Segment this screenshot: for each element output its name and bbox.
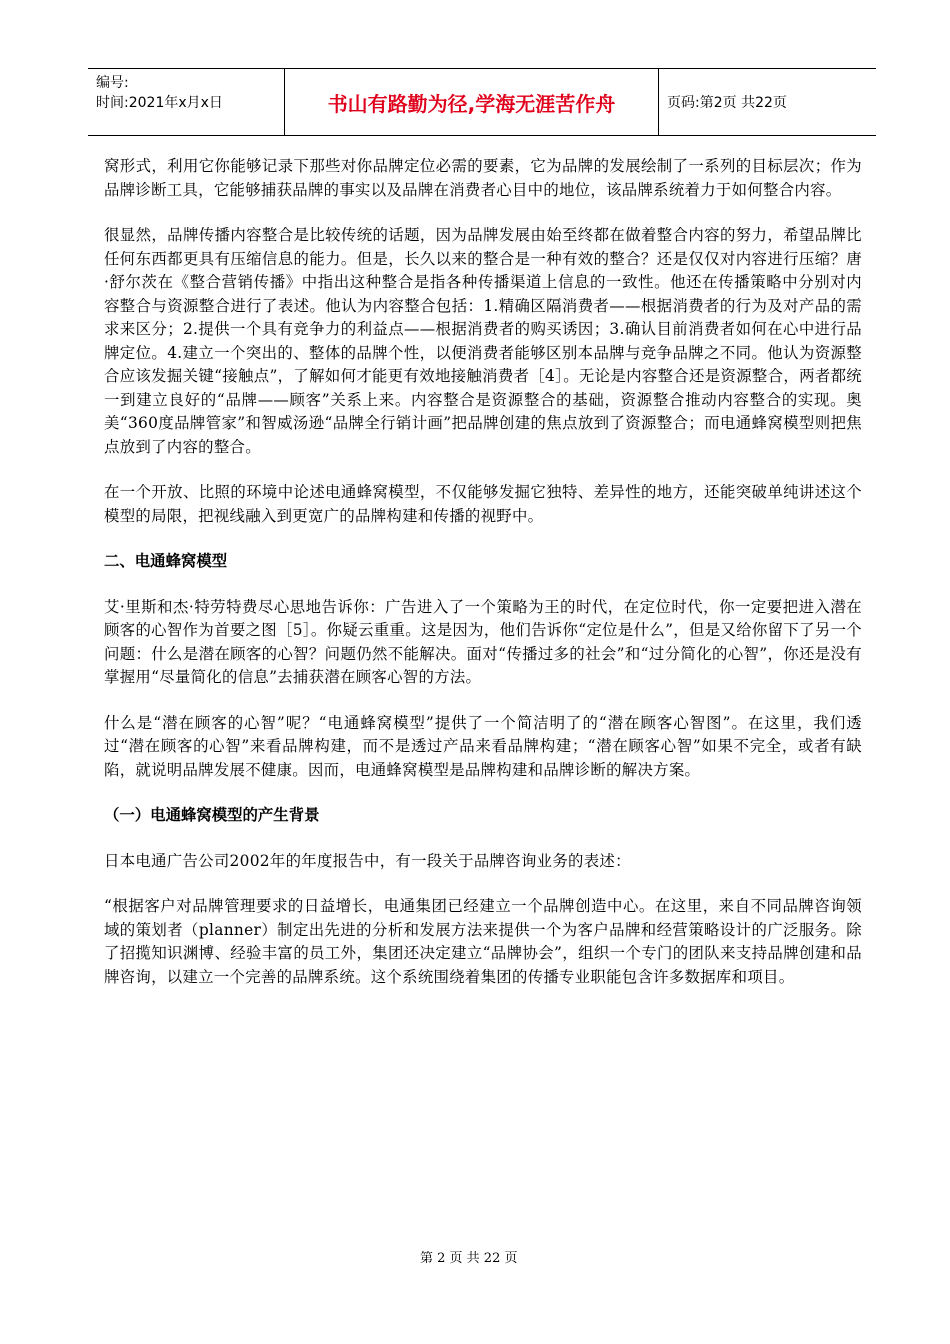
page-footer: 第 2 页 共 22 页 (420, 1251, 518, 1266)
paragraph: 窝形式，利用它你能够记录下那些对你品牌定位必需的要素，它为品牌的发展绘制了一系列的目标层次；作为品牌诊断工具，它能够捕获品牌的事实以及品牌在消费者心目中的地位，该品牌系统着力于如何整合内容。 (104, 157, 862, 199)
paragraph: 很显然，品牌传播内容整合是比较传统的话题，因为品牌发展由始至终都在做着整合内容的努力，希望品牌比任何东西都更具有压缩信息的能力。但是，长久以来的整合是一种有效的整合？还是仅仅对内容进行压缩？唐·舒尔茨在《整合营销传播》中指出这种整合是指各种传播渠道上信息的一致性。他还在传播策略中分别对内容整合与资源整合进行了表述。他认为内容整合包括：1.精确区隔消费者——根据消费者的行为及对产品的需求来区分；2.提供一个具有竞争力的利益点——根据消费者的购买诱因；3.确认目前消费者如何在心中进行品牌定位。4.建立一个突出的、整体的品牌个性，以便消费者能够区别本品牌与竞争品牌之不同。他认为资源整合应该发掘关键“接触点”，了解如何才能更有效地接触消费者［4］。无论是内容整合还是资源整合，两者都统一到建立良好的“品牌——顾客”关系上来。内容整合是资源整合的基础，资源整合推动内容整合的实现。奥美“360度品牌管家”和智威汤逊“品牌全行销计画”把品牌创建的焦点放到了资源整合；而电通蜂窝模型则把焦点放到了内容的整合。 (104, 226, 862, 456)
number-label: 编号: (96, 75, 129, 91)
document-body (104, 155, 862, 1011)
header-meta (88, 69, 285, 135)
paragraph: 日本电通广告公司2002年的年度报告中，有一段关于品牌咨询业务的表述： (104, 851, 631, 870)
section-heading: 二、电通蜂窝模型 (104, 552, 228, 570)
paragraph: 什么是“潜在顾客的心智”呢？“电通蜂窝模型”提供了一个简洁明了的“潜在顾客心智图”。在这里，我们透过“潜在顾客的心智”来看品牌构建，而不是透过产品来看品牌构建；“潜在顾客心智”如果不完全，或者有缺陷，就说明品牌发展不健康。因而，电通蜂窝模型是品牌构建和品牌诊断的解决方案。 (104, 713, 862, 779)
header-page-info: 页码:第2页 共22页 (667, 95, 787, 111)
paragraph: 在一个开放、比照的环境中论述电通蜂窝模型，不仅能够发掘它独特、差异性的地方，还能突破单纯讲述这个模型的局限，把视线融入到更宽广的品牌构建和传播的视野中。 (104, 483, 862, 525)
paragraph: 艾·里斯和杰·特劳特费尽心思地告诉你：广告进入了一个策略为王的时代，在定位时代，你一定要把进入潜在顾客的心智作为首要之图［5］。你疑云重重。这是因为，他们告诉你“定位是什么”，但是又给你留下了另一个问题：什么是潜在顾客的心智？问题仍然不能解决。面对“传播过多的社会”和“过分简化的心智”，你还是没有掌握用“尽量简化的信息”去捕获潜在顾客心智的方法。 (104, 597, 862, 686)
page-header (88, 68, 876, 136)
time-label: 时间:2021年x月x日 (96, 95, 223, 111)
header-motto: 书山有路勤为径,学海无涯苦作舟 (285, 69, 659, 135)
subsection-heading: （一）电通蜂窝模型的产生背景 (104, 806, 320, 824)
paragraph: “根据客户对品牌管理要求的日益增长，电通集团已经建立一个品牌创造中心。在这里，来自不同品牌咨询领域的策划者（planner）制定出先进的分析和发展方法来提供一个为客户品牌和经营策略设计的广泛服务。除了招揽知识渊博、经验丰富的员工外，集团还决定建立“品牌协会”，组织一个专门的团队来支持品牌创建和品牌咨询，以建立一个完善的品牌系统。这个系统围绕着集团的传播专业职能包含许多数据库和项目。 (104, 897, 862, 986)
